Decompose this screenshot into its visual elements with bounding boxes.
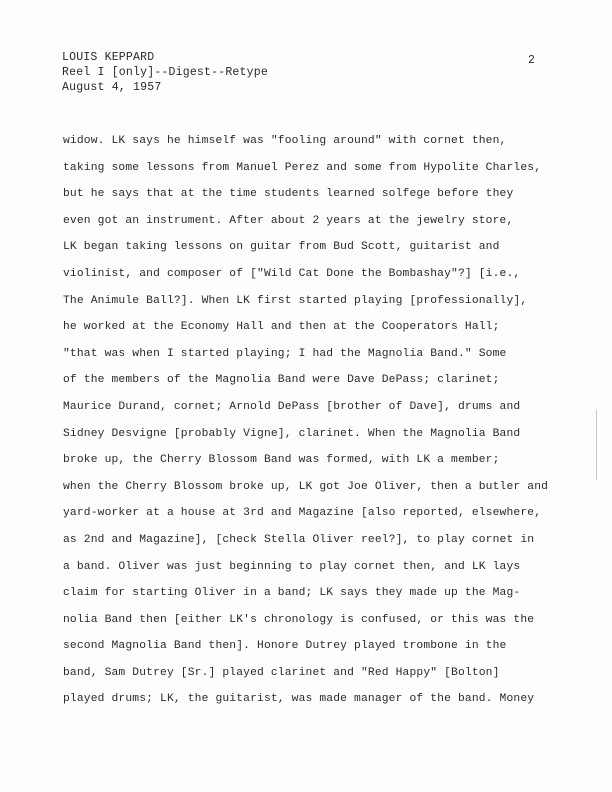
text-line: LK began taking lessons on guitar from Bud Scott, guitarist and [63, 241, 500, 254]
text-line: even got an instrument. After about 2 years at the jewelry store, [63, 214, 514, 227]
text-line: second Magnolia Band then]. Honore Dutrey played trombone in the [63, 640, 507, 653]
text-line: when the Cherry Blossom broke up, LK got Joe Oliver, then a butler and [63, 480, 549, 493]
text-line: violinist, and composer of ["Wild Cat Done the Bombashay"?] [i.e., [63, 267, 521, 280]
document-header [62, 50, 268, 95]
text-line: as 2nd and Magazine], [check Stella Oliver reel?], to play cornet in [63, 533, 535, 546]
text-line: a band. Oliver was just beginning to play cornet then, and LK lays [63, 560, 521, 573]
body-text [63, 128, 563, 713]
text-line: "that was when I started playing; I had the Magnolia Band." Some [63, 347, 507, 360]
text-line: widow. LK says he himself was "fooling around" with cornet then, [63, 135, 507, 147]
text-line: Sidney Desvigne [probably Vigne], clarinet. When the Magnolia Band [63, 427, 521, 440]
header-name: LOUIS KEPPARD [62, 51, 155, 64]
text-line: broke up, the Cherry Blossom Band was formed, with LK a member; [63, 454, 500, 467]
page-number: 2 [528, 54, 535, 67]
text-line: nolia Band then [either LK's chronology is confused, or this was the [63, 613, 535, 626]
text-line: of the members of the Magnolia Band were Dave DePass; clarinet; [63, 374, 500, 387]
text-line: band, Sam Dutrey [Sr.] played clarinet and "Red Happy" [Bolton] [63, 666, 500, 679]
scan-edge-mark [596, 410, 597, 480]
text-line: taking some lessons from Manuel Perez and some from Hypolite Charles, [63, 161, 542, 174]
text-line: yard-worker at a house at 3rd and Magazine [also reported, elsewhere, [63, 507, 542, 520]
header-date: August 4, 1957 [62, 81, 162, 94]
text-line: he worked at the Economy Hall and then at the Cooperators Hall; [63, 321, 500, 334]
text-line: but he says that at the time students learned solfege before they [63, 188, 514, 201]
header-reel: Reel I [only]--Digest--Retype [62, 66, 268, 79]
text-line: Maurice Durand, cornet; Arnold DePass [brother of Dave], drums and [63, 400, 521, 413]
text-line: claim for starting Oliver in a band; LK says they made up the Mag- [63, 587, 521, 600]
text-line: played drums; LK, the guitarist, was made manager of the band. Money [63, 693, 535, 706]
text-line: The Animule Ball?]. When LK first started playing [professionally], [63, 294, 528, 307]
